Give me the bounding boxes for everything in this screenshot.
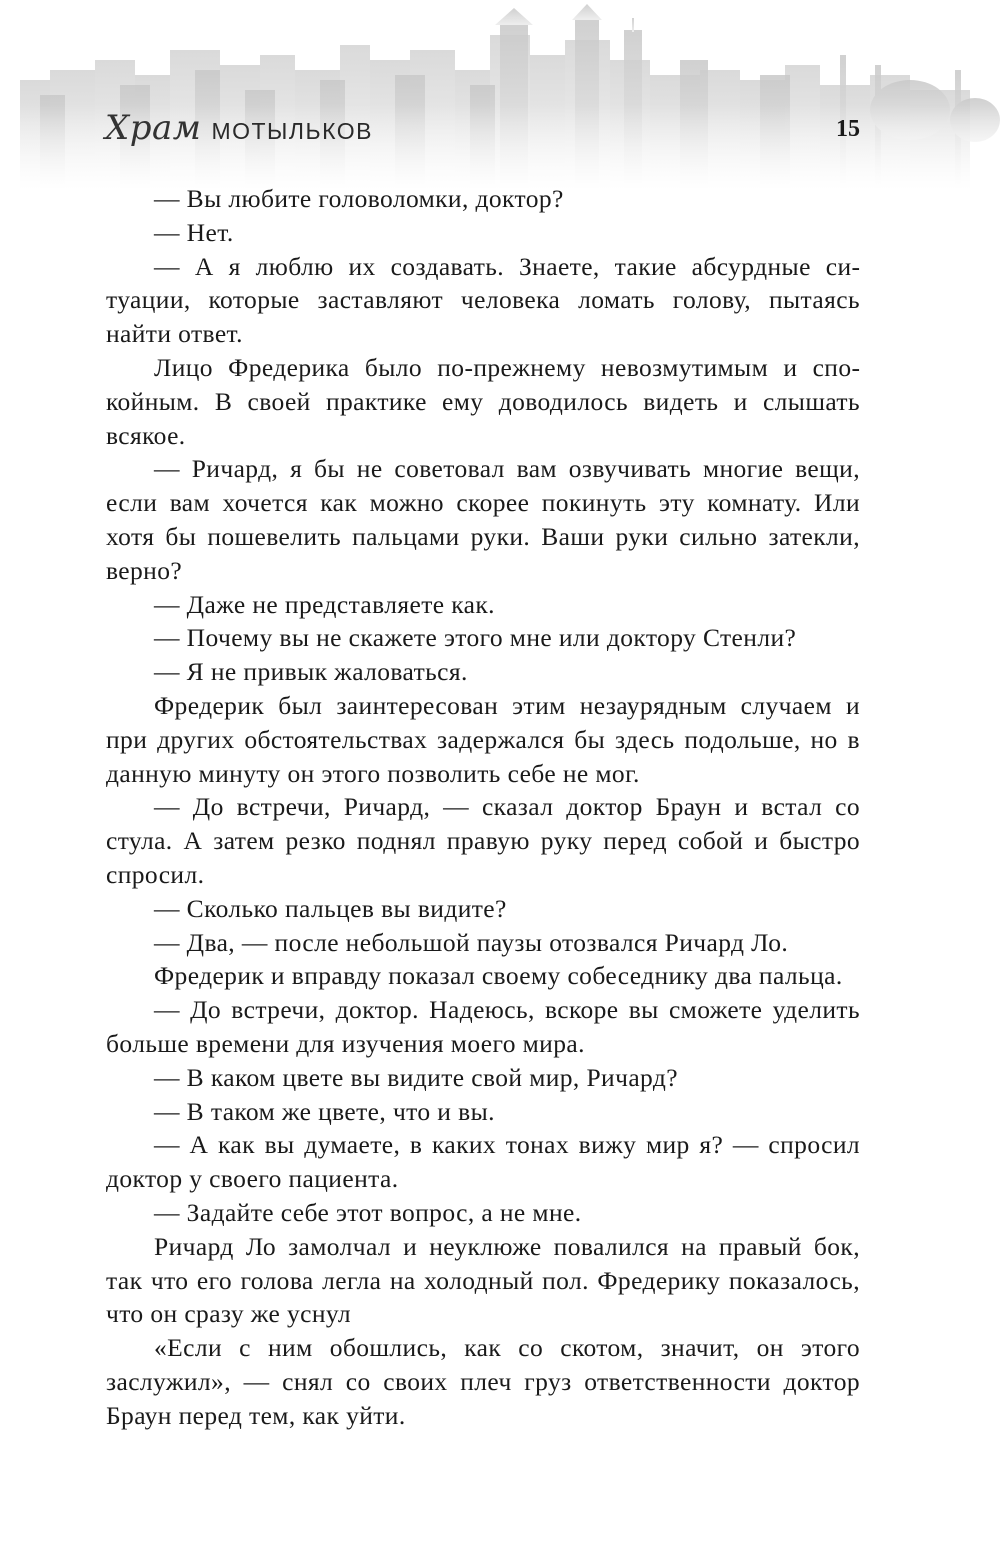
- paragraph: Ричард Ло замолчал и неуклюже повалился на правый бок, так что его голова легла на холодный пол. Фредерику показалось, что он сразу же уснул: [106, 1231, 860, 1329]
- paragraph: — Почему вы не скажете этого мне или доктору Стенли?: [154, 623, 797, 653]
- paragraph: — Даже не представляете как.: [154, 589, 495, 619]
- paragraph: — Задайте себе этот вопрос, а не мне.: [154, 1197, 582, 1227]
- paragraph: «Если с ним обошлись, как со скотом, значит, он этого заслужил», — снял со своих плеч груз ответственности доктор Браун перед тем, как уйти.: [106, 1333, 860, 1430]
- paragraph: — До встречи, Ричард, — сказал доктор Браун и встал со стула. А затем резко поднял правую руку перед собой и быстро спросил.: [106, 792, 860, 889]
- running-head: [105, 108, 373, 148]
- paragraph: — До встречи, доктор. Надеюсь, вскоре вы сможете уделить больше времени для изучения моего мира.: [106, 995, 860, 1058]
- book-title-script: Храм: [105, 108, 202, 148]
- page-number: 15: [836, 116, 860, 142]
- paragraph: — А как вы думаете, в каких тонах вижу мир я? — спросил доктор у своего пациента.: [106, 1130, 860, 1194]
- city-skyline-illustration: [0, 0, 1000, 190]
- page-body: [106, 182, 860, 1432]
- paragraph: — В каком цвете вы видите свой мир, Ричард?: [154, 1062, 678, 1092]
- paragraph: Фредерик и вправду показал своему собеседнику два пальца.: [154, 961, 843, 991]
- paragraph: — Я не привык жаловаться.: [154, 657, 468, 687]
- paragraph: — Два, — после небольшой паузы отозвался Ричард Ло.: [154, 927, 789, 957]
- paragraph: — Ричард, я бы не советовал вам озвучивать многие вещи, если вам хочется как можно скорее покинуть эту комнату. Или хотя бы пошевелить пальцами руки. Ваши руки сильно затекли, верно?: [106, 454, 860, 585]
- paragraph: Лицо Фредерика было по-прежнему невозмутимым и спокойным. В своей практике ему доводилось видеть и слышать всякое.: [106, 352, 860, 450]
- paragraph: — В таком же цвете, что и вы.: [154, 1096, 495, 1126]
- book-title-caps: МОТЫЛЬКОВ: [211, 118, 373, 144]
- paragraph: — Сколько пальцев вы видите?: [154, 893, 507, 923]
- page-header: [0, 0, 1000, 190]
- paragraph: — Нет.: [154, 217, 234, 247]
- paragraph: Фредерик был заинтересован этим незаурядным случаем и при других обстоятельствах задержался бы здесь подольше, но в данную минуту он этого позволить себе не мог.: [106, 690, 860, 788]
- paragraph: — Вы любите головоломки, доктор?: [154, 184, 564, 213]
- paragraph: — А я люблю их создавать. Знаете, такие абсурдные ситуации, которые заставляют человека ломать голову, пытаясь найти ответ.: [106, 251, 860, 349]
